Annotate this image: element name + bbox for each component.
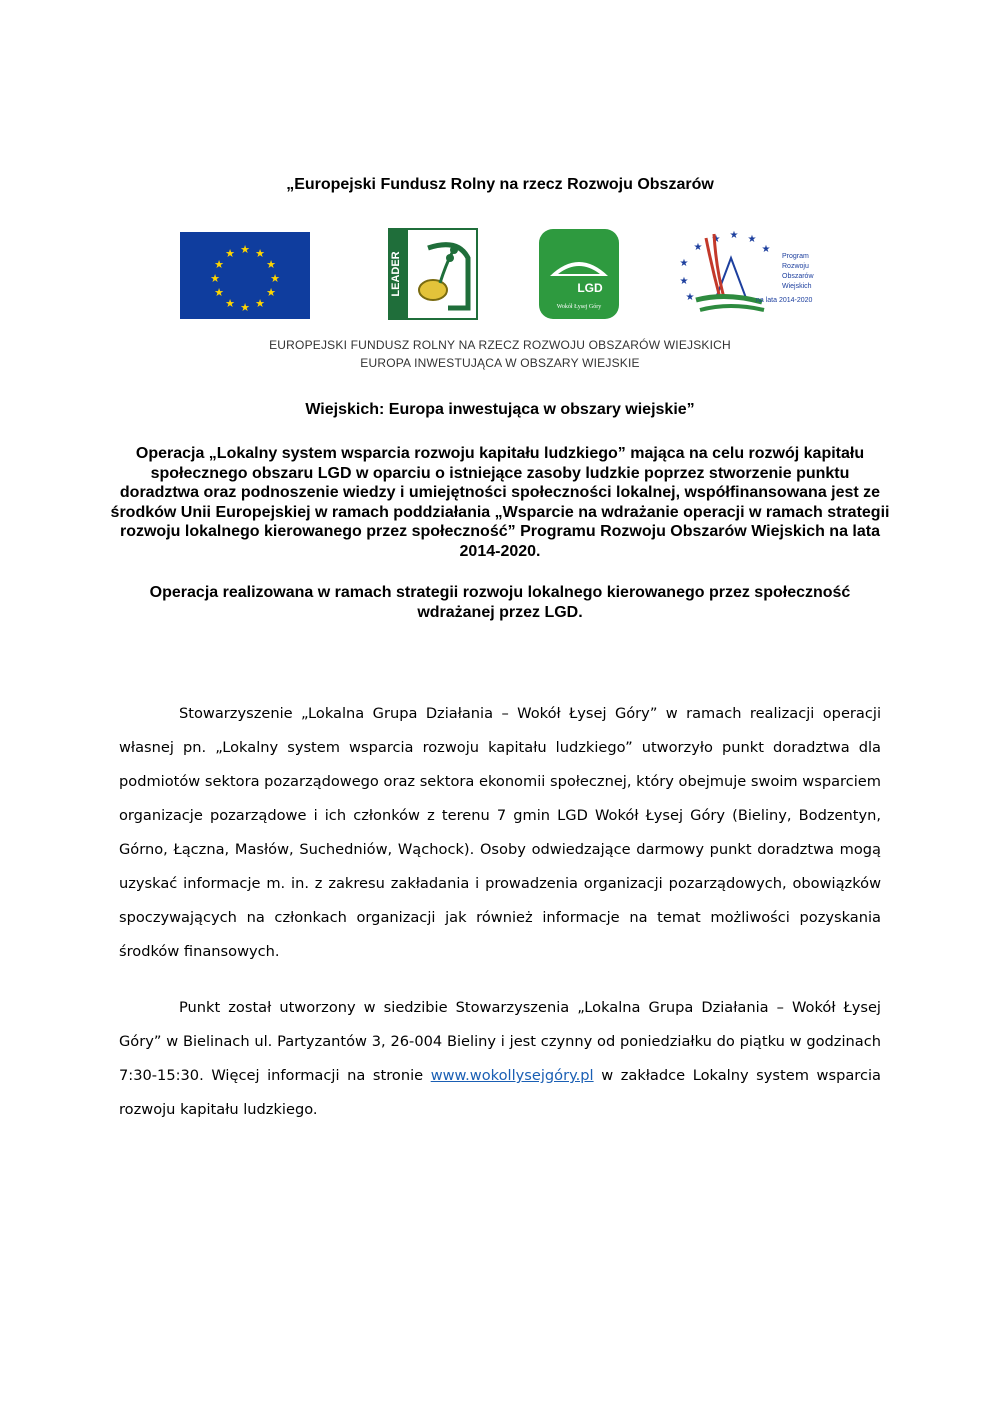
- logo-caption-line-1: EUROPEJSKI FUNDUSZ ROLNY NA RZECZ ROZWOJU OBSZARÓW WIEJSKICH: [269, 338, 731, 352]
- document-subtitle: Wiejskich: Europa inwestująca w obszary wiejskie”: [305, 401, 695, 418]
- operation-realized-note: Operacja realizowana w ramach strategii rozwoju lokalnego kierowanego przez społeczność wdrażanej przez LGD.: [149, 584, 851, 621]
- paragraph-2-text-start: Punkt został utworzony w siedzibie Stowarzyszenia „Lokalna Grupa Działania – Wokół Łysej Góry” w Bielinach ul. Partyzantów 3, 26-004 Bieliny i jest czynny od poniedziałku do piątku w godzinach 7:30-15:30. Więcej informacji na stronie: [119, 999, 881, 1084]
- svg-text:★: ★: [225, 297, 235, 310]
- svg-text:★: ★: [711, 234, 721, 245]
- prow-line-4: Wiejskich: [782, 283, 812, 290]
- operation-description: Operacja „Lokalny system wsparcia rozwoju kapitału ludzkiego” mająca na celu rozwój kapitału społecznego obszaru LGD w oparciu o istniejące zasoby ludzkie poprzez stworzenie punktu doradztwa oraz podnoszenie wiedzy i umiejętności społeczności lokalnej, współfinansowana jest ze środków Unii Europejskiej w ramach poddziałania „Wsparcie na wdrażanie operacji w ramach strategii rozwoju lokalnego kierowanego przez społeczność” Programu Rozwoju Obszarów Wiejskich na lata 2014-2020.: [110, 445, 890, 560]
- svg-text:★: ★: [210, 272, 220, 285]
- svg-text:★: ★: [729, 230, 739, 241]
- svg-text:★: ★: [255, 297, 265, 310]
- body-paragraph-1: Stowarzyszenie „Lokalna Grupa Działania – Wokół Łysej Góry” w ramach realizacji operacji własnej pn. „Lokalny system wsparcia rozwoju kapitału ludzkiego” utworzyło punkt doradztwa dla podmiotów sektora pozarządowego oraz sektora ekonomii społecznej, który obejmuje swoim wsparciem organizacje pozarządowe i ich członków z terenu 7 gmin LGD Wokół Łysej Góry (Bieliny, Bodzentyn, Górno, Łączna, Masłów, Suchedniów, Wąchock). Osoby odwiedzające darmowy punkt doradztwa mogą uzyskać informacje m. in. z zakresu zakładania i prowadzenia organizacji pozarządowych, obowiązków spoczywających na członkach organizacji jak również informacje na temat możliwości pozyskania środków finansowych.: [119, 705, 881, 960]
- leader-text: LEADER: [390, 251, 402, 297]
- prow-years: na lata 2014-2020: [756, 297, 813, 304]
- svg-text:★: ★: [255, 247, 265, 260]
- prow-line-3: Obszarów: [782, 273, 814, 280]
- paragraph-2-text-end: w zakładce Lokalny system wsparcia rozwoju kapitału ludzkiego.: [119, 1067, 881, 1118]
- eu-flag-logo: [180, 232, 310, 319]
- document-title: „Europejski Fundusz Rolny na rzecz Rozwoju Obszarów: [286, 176, 714, 193]
- svg-text:★: ★: [761, 244, 771, 255]
- logo-caption: [0, 336, 1000, 372]
- svg-text:★: ★: [214, 286, 224, 299]
- svg-text:★: ★: [240, 301, 250, 314]
- svg-text:★: ★: [679, 276, 689, 287]
- leader-logo: [388, 228, 478, 320]
- svg-text:★: ★: [747, 234, 757, 245]
- prow-logo: [676, 228, 826, 320]
- body-paragraph-2: [119, 991, 881, 1127]
- prow-line-2: Rozwoju: [782, 263, 809, 270]
- svg-text:★: ★: [270, 272, 280, 285]
- svg-text:★: ★: [240, 243, 250, 256]
- logo-caption-line-2: EUROPA INWESTUJĄCA W OBSZARY WIEJSKIE: [360, 356, 640, 370]
- svg-text:★: ★: [266, 258, 276, 271]
- svg-text:★: ★: [225, 247, 235, 260]
- lgd-subtext: Wokół Łysej Góry: [556, 304, 602, 310]
- svg-text:★: ★: [214, 258, 224, 271]
- prow-line-1: Program: [782, 253, 809, 260]
- svg-text:★: ★: [679, 258, 689, 269]
- website-link[interactable]: www.wokollysejgóry.pl: [430, 1067, 594, 1084]
- svg-text:★: ★: [266, 286, 276, 299]
- lgd-text: LGD: [577, 281, 603, 295]
- svg-text:★: ★: [693, 242, 703, 253]
- lgd-logo: [538, 228, 620, 320]
- logo-strip: [0, 228, 1000, 328]
- svg-text:★: ★: [685, 292, 695, 303]
